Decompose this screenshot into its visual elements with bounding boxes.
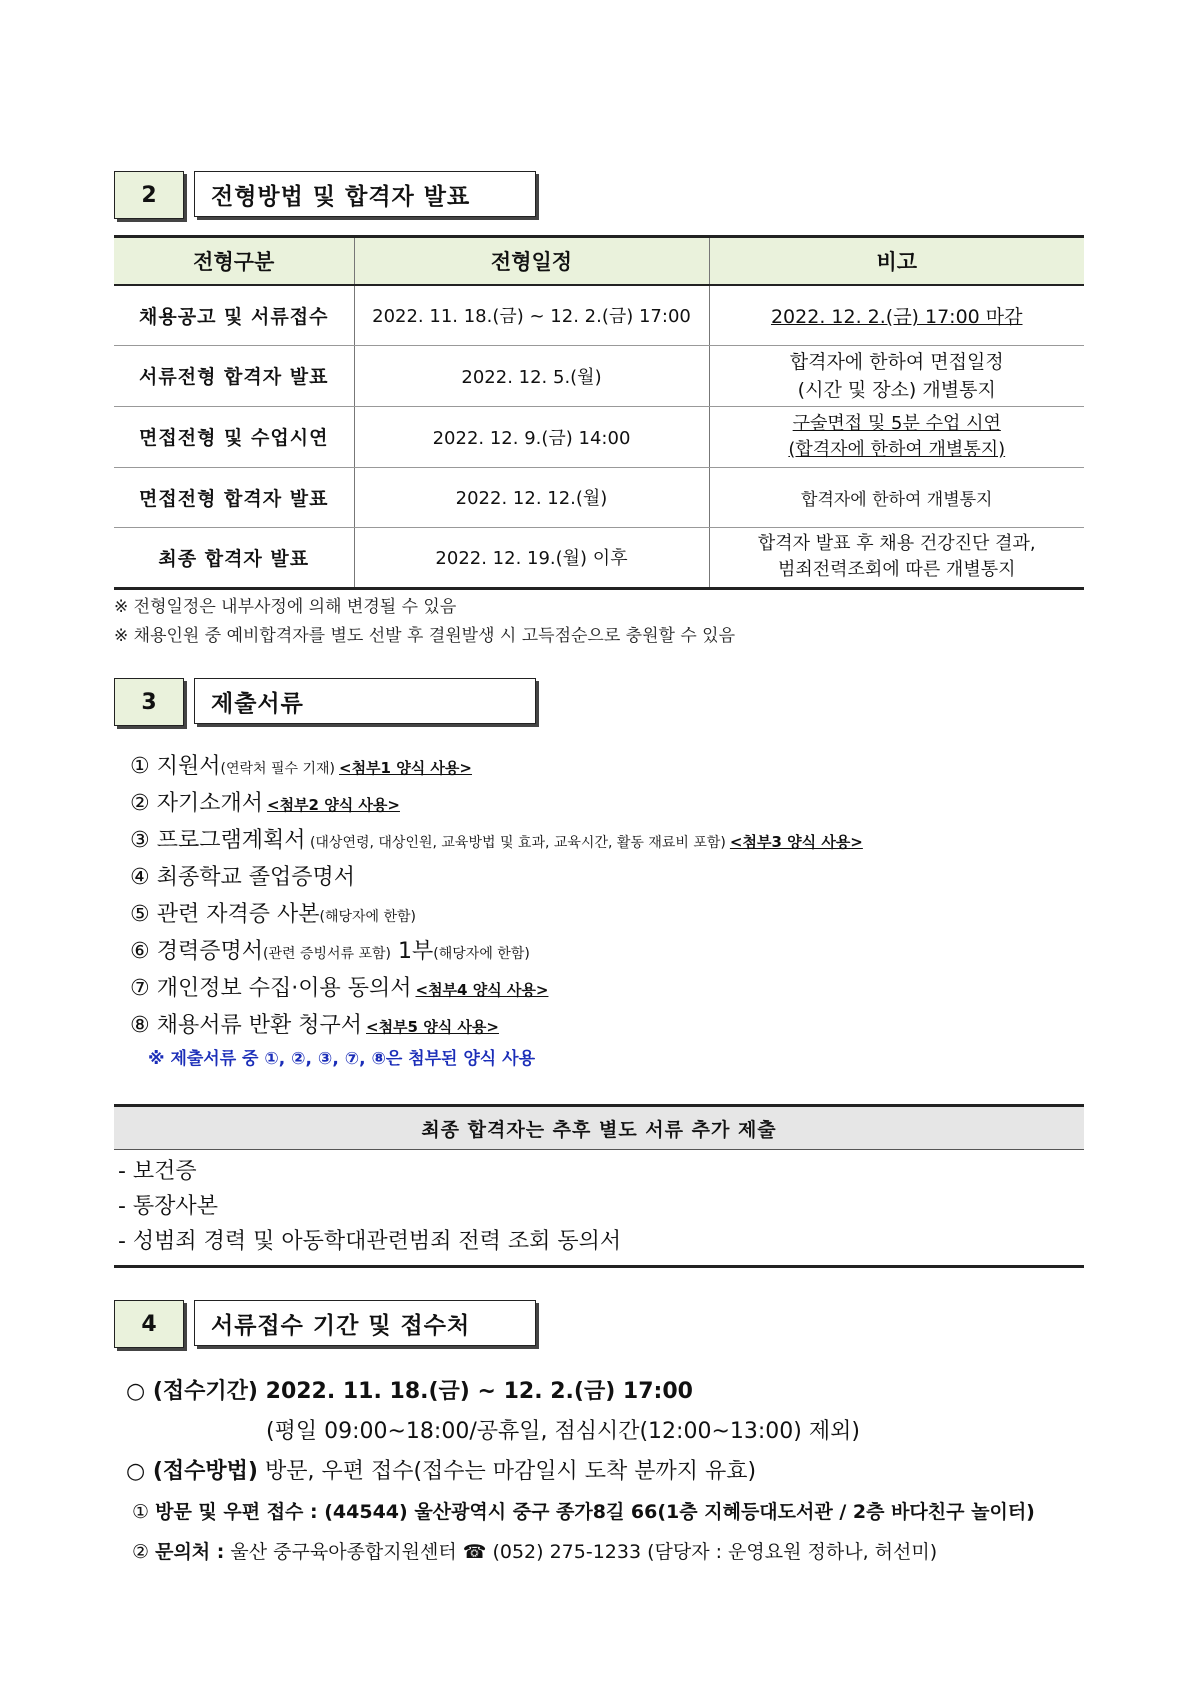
table-row [114,406,1084,467]
section-title: 서류접수 기간 및 접수처 [194,1300,536,1346]
schedule-table [114,235,1084,590]
application-info [126,1372,1035,1572]
note-cell: 합격자에 한하여 개별통지 [709,467,1084,527]
date-cell: 2022. 12. 19.(월) 이후 [354,527,709,588]
stage-cell: 면접전형 합격자 발표 [114,467,354,527]
stage-cell: 서류전형 합격자 발표 [114,345,354,406]
document-list [130,748,863,1074]
list-item: - 통장사본 [118,1194,218,1219]
list-item: - 보건증 [118,1159,197,1184]
section-title: 전형방법 및 합격자 발표 [194,171,536,217]
section-title: 제출서류 [194,678,536,724]
date-cell: 2022. 11. 18.(금) ~ 12. 2.(금) 17:00 [354,285,709,345]
table-row [114,345,1084,406]
application-period: ○ (접수기간) 2022. 11. 18.(금) ~ 12. 2.(금) 17:00 [126,1379,693,1404]
list-item: ⑥ 경력증명서(관련 증빙서류 포함) 1부(해당자에 한함) [130,939,530,964]
final-documents-list [114,1150,1084,1268]
stage-cell: 채용공고 및 서류접수 [114,285,354,345]
column-header: 전형구분 [114,237,354,286]
table-row [114,527,1084,588]
column-header: 비고 [709,237,1084,286]
application-place: ① 방문 및 우편 접수 : (44544) 울산광역시 중구 종가8길 66(1층 지혜등대도서관 / 2층 바다친구 놀이터) [132,1501,1035,1523]
application-method: ○ (접수방법) 방문, 우편 접수(접수는 마감일시 도착 분까지 유효) [126,1459,757,1484]
list-item: - 성범죄 경력 및 아동학대관련범죄 전력 조회 동의서 [118,1229,622,1254]
list-item: ⑤ 관련 자격증 사본(해당자에 한함) [130,902,417,927]
note-cell: 구술면접 및 5분 수업 시연 (합격자에 한하여 개별통지) [709,406,1084,467]
note-cell: 2022. 12. 2.(금) 17:00 마감 [709,285,1084,345]
final-documents-title: 최종 합격자는 추후 별도 서류 추가 제출 [114,1104,1084,1150]
note-cell: 합격자 발표 후 채용 건강진단 결과, 범죄전력조회에 따른 개별통지 [709,527,1084,588]
stage-cell: 면접전형 및 수업시연 [114,406,354,467]
column-header: 전형일정 [354,237,709,286]
list-item: ④ 최종학교 졸업증명서 [130,865,355,890]
date-cell: 2022. 12. 9.(금) 14:00 [354,406,709,467]
date-cell: 2022. 12. 5.(월) [354,345,709,406]
schedule-note: ※ 전형일정은 내부사정에 의해 변경될 수 있음 [114,597,457,617]
note-cell: 합격자에 한하여 면접일정 (시간 및 장소) 개별통지 [709,345,1084,406]
contact-info: ② 문의처 : 울산 중구육아종합지원센터 ☎ (052) 275-1233 (담당자 : 운영요원 정하나, 허선미) [132,1541,938,1563]
date-cell: 2022. 12. 12.(월) [354,467,709,527]
table-row [114,285,1084,345]
application-period-detail: (평일 09:00~18:00/공휴일, 점심시간(12:00~13:00) 제외) [266,1419,860,1444]
list-item: ⑦ 개인정보 수집·이용 동의서 <첨부4 양식 사용> [130,976,549,1001]
list-item: ③ 프로그램계획서 (대상연령, 대상인원, 교육방법 및 효과, 교육시간, 활동 재료비 포함) <첨부3 양식 사용> [130,828,863,853]
schedule-note: ※ 채용인원 중 예비합격자를 별도 선발 후 결원발생 시 고득점순으로 충원할 수 있음 [114,626,736,646]
table-row [114,467,1084,527]
table-header-row [114,237,1084,286]
stage-cell: 최종 합격자 발표 [114,527,354,588]
section-number: 4 [114,1300,184,1348]
list-item: ① 지원서(연락처 필수 기재) <첨부1 양식 사용> [130,754,472,779]
section-number: 2 [114,171,184,219]
final-documents-box [114,1104,1084,1268]
list-item: ⑧ 채용서류 반환 청구서 <첨부5 양식 사용> [130,1013,499,1038]
template-note: ※ 제출서류 중 ①, ②, ③, ⑦, ⑧은 첨부된 양식 사용 [148,1049,535,1069]
section-number: 3 [114,678,184,726]
list-item: ② 자기소개서 <첨부2 양식 사용> [130,791,400,816]
